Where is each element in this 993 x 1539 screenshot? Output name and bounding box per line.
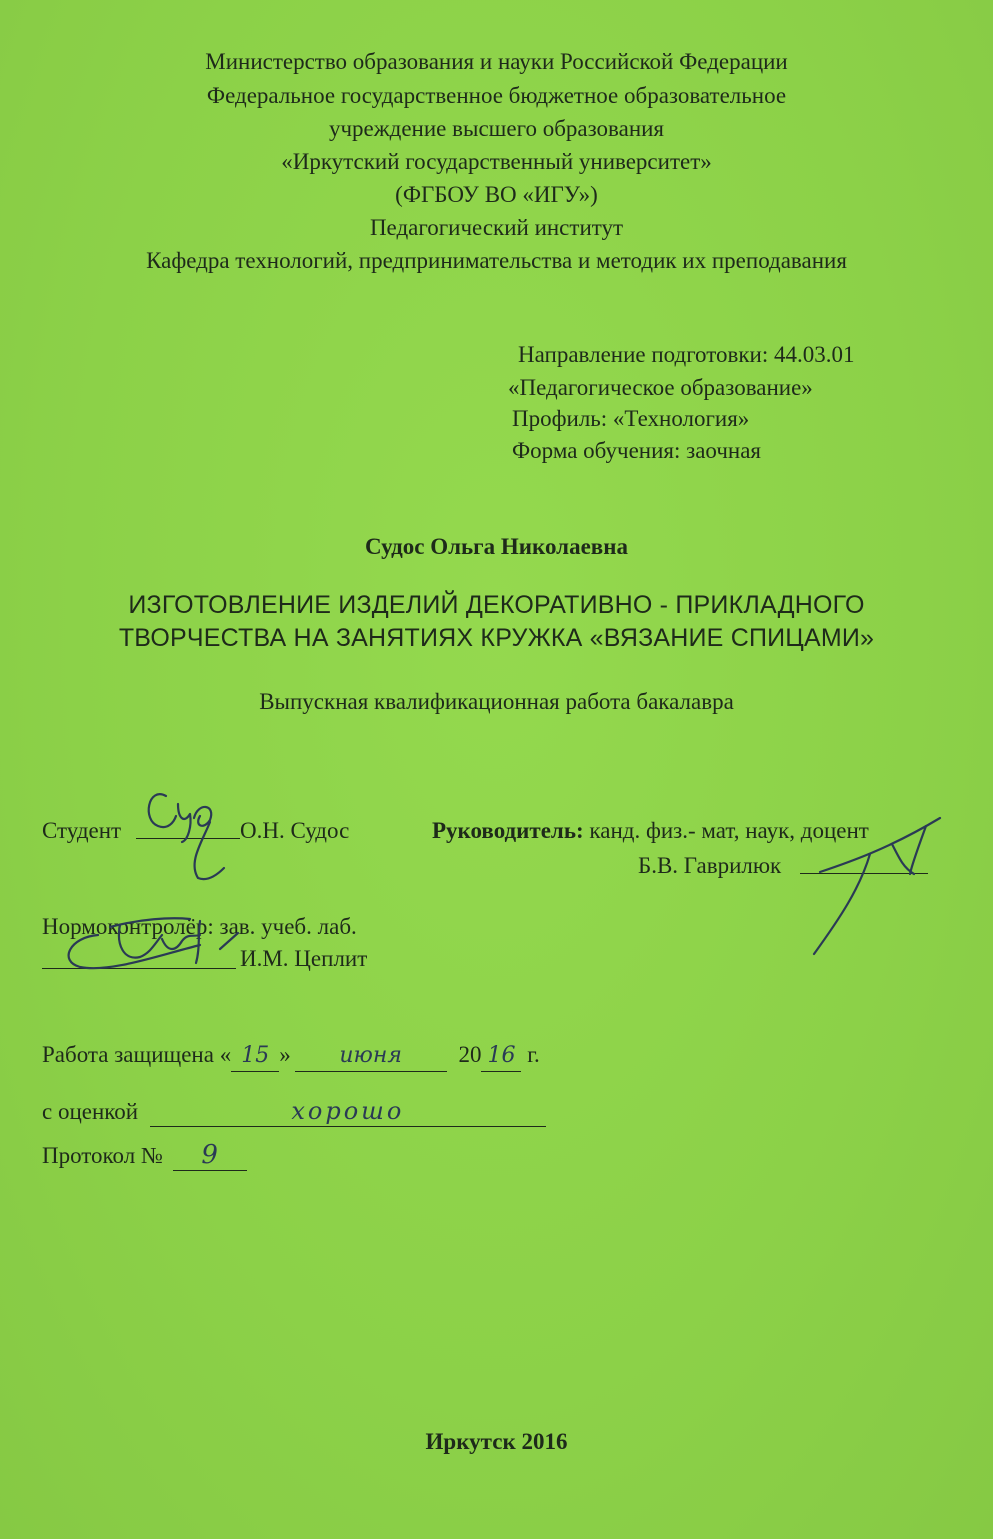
protocol-number: 9 xyxy=(173,1140,247,1171)
program-direction: Направление подготовки: 44.03.01 xyxy=(518,342,855,367)
normcontrol-signature xyxy=(50,905,250,985)
defense-day: 15 xyxy=(231,1041,279,1072)
grade-value: хорошо xyxy=(150,1096,546,1127)
author-name: Судос Ольга Николаевна xyxy=(365,534,628,559)
header-institute: Педагогический институт xyxy=(369,215,624,240)
header-education-level: учреждение высшего образования xyxy=(328,116,665,141)
header-ministry: Министерство образования и науки Российской Федерации xyxy=(205,49,788,74)
header-university-abbr: (ФГБОУ ВО «ИГУ») xyxy=(395,182,598,207)
defense-quote-close: » xyxy=(279,1042,291,1067)
grade-label: с оценкой xyxy=(42,1099,139,1124)
header-institution-type: Федеральное государственное бюджетное образовательное xyxy=(206,83,787,108)
defense-month: июня xyxy=(295,1041,447,1072)
header-department: Кафедра технологий, предпринимательства и методик их преподавания xyxy=(146,248,847,273)
grade-row xyxy=(42,1096,546,1127)
supervisor-name: Б.В. Гаврилюк xyxy=(638,853,782,878)
student-signature xyxy=(138,782,238,892)
program-direction-name: «Педагогическое образование» xyxy=(508,375,813,400)
work-type: Выпускная квалификационная работа бакалавра xyxy=(259,689,734,714)
thesis-title-line1: ИЗГОТОВЛЕНИЕ ИЗДЕЛИЙ ДЕКОРАТИВНО - ПРИКЛАДНОГО xyxy=(128,591,865,619)
normcontrol-label: Нормоконтролёр: xyxy=(42,914,214,939)
normcontrol-name: И.М. Цеплит xyxy=(240,946,368,971)
defense-label: Работа защищена « xyxy=(42,1042,232,1067)
program-form: Форма обучения: заочная xyxy=(512,438,761,463)
supervisor-label: Руководитель: xyxy=(432,818,584,843)
student-label: Студент xyxy=(42,818,122,843)
protocol-label: Протокол № xyxy=(42,1143,163,1168)
supervisor-signature xyxy=(800,808,960,968)
supervisor-title: канд. физ.- мат, наук, доцент xyxy=(589,818,869,843)
defense-date-row xyxy=(42,1040,540,1072)
thesis-title-line2: ТВОРЧЕСТВА НА ЗАНЯТИЯХ КРУЖКА «ВЯЗАНИЕ СПИЦАМИ» xyxy=(118,624,875,652)
program-profile: Профиль: «Технология» xyxy=(512,406,750,431)
footer-city-year: Иркутск 2016 xyxy=(425,1429,568,1454)
defense-year-unit: г. xyxy=(527,1042,540,1067)
header-university: «Иркутский государственный университет» xyxy=(281,149,712,174)
protocol-row xyxy=(42,1140,247,1171)
normcontrol-title: зав. учеб. лаб. xyxy=(219,914,357,939)
defense-year-suffix: 16 xyxy=(481,1041,521,1072)
defense-year-prefix: 20 xyxy=(458,1042,482,1067)
student-name: О.Н. Судос xyxy=(240,818,350,843)
